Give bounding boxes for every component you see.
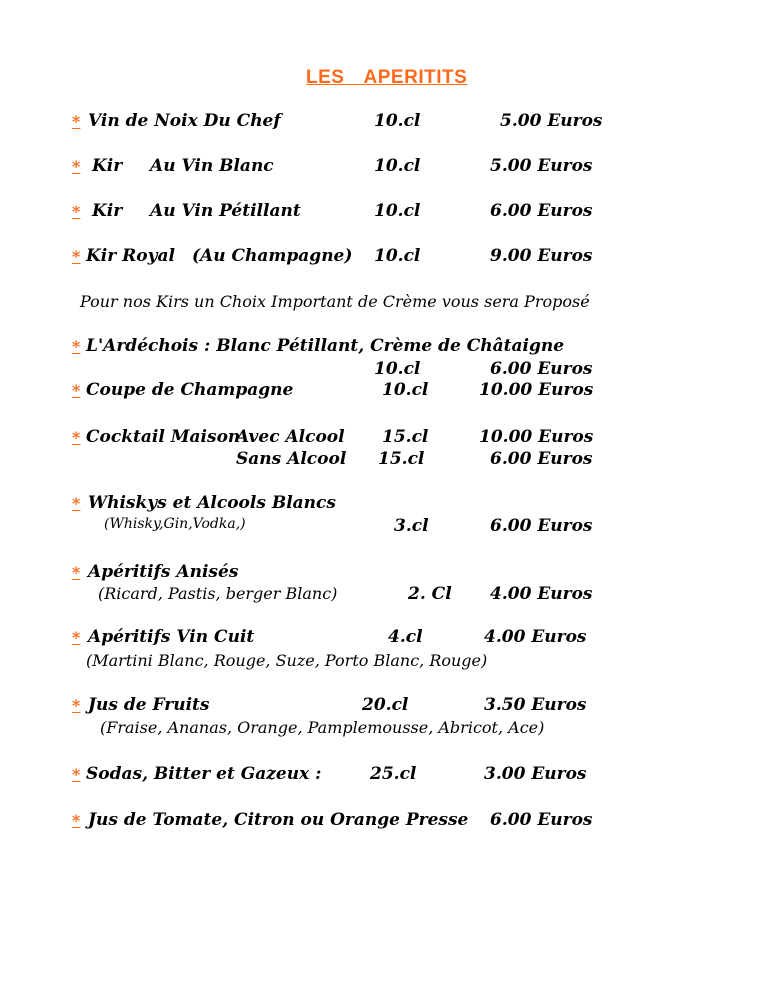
item-volume: 3.cl: [394, 516, 429, 536]
item-name: Apéritifs Vin Cuit: [88, 627, 255, 647]
item-name: Kir: [92, 201, 123, 221]
bullet: *: [72, 337, 81, 356]
item-name: Apéritifs Anisés: [88, 562, 239, 582]
bullet: *: [72, 494, 81, 513]
item-price: 3.00 Euros: [484, 764, 587, 784]
item-detail: (Martini Blanc, Rouge, Suze, Porto Blanc, Rouge): [86, 651, 488, 670]
item-price: 6.00 Euros: [490, 516, 593, 536]
bullet: *: [72, 381, 81, 400]
item-volume: 10.cl: [374, 201, 421, 221]
item-price: 5.00 Euros: [490, 156, 593, 176]
item-detail: (Au Champagne): [192, 246, 353, 266]
item-detail: Au Vin Pétillant: [150, 201, 301, 221]
item-name: Sodas, Bitter et Gazeux :: [86, 764, 322, 784]
item-price: 6.00 Euros: [490, 359, 593, 379]
item-volume: 10.cl: [374, 156, 421, 176]
item-name: Jus de Fruits: [88, 695, 210, 715]
item-name: Kir Royal: [86, 246, 175, 266]
bullet: *: [72, 765, 81, 784]
item-price: 9.00 Euros: [490, 246, 593, 266]
variant-price: 10.00 Euros: [479, 427, 594, 447]
item-name: L'Ardéchois : Blanc Pétillant, Crème de Châtaigne: [86, 336, 565, 356]
bullet: *: [72, 628, 81, 647]
variant-volume: 15.cl: [378, 449, 425, 469]
item-price: 6.00 Euros: [490, 201, 593, 221]
item-price: 10.00 Euros: [479, 380, 594, 400]
item-price: 4.00 Euros: [490, 584, 593, 604]
item-volume: 10.cl: [374, 111, 421, 131]
page-title: LES APERITITS: [306, 67, 468, 88]
item-name: Whiskys et Alcools Blancs: [88, 493, 336, 513]
variant-price: 6.00 Euros: [490, 449, 593, 469]
item-name: Kir: [92, 156, 123, 176]
item-detail: (Ricard, Pastis, berger Blanc): [98, 584, 338, 603]
item-volume: 10.cl: [374, 246, 421, 266]
item-name: Vin de Noix Du Chef: [88, 111, 281, 131]
item-volume: 10.cl: [374, 359, 421, 379]
bullet: *: [72, 563, 81, 582]
item-price: 3.50 Euros: [484, 695, 587, 715]
item-name: Coupe de Champagne: [86, 380, 294, 400]
variant-label: Avec Alcool: [236, 427, 345, 447]
item-volume: 2. Cl: [408, 584, 452, 604]
item-price: 4.00 Euros: [484, 627, 587, 647]
bullet: *: [72, 696, 81, 715]
bullet: *: [72, 428, 81, 447]
item-name: Jus de Tomate, Citron ou Orange Presse: [88, 810, 469, 830]
item-detail: (Whisky,Gin,Vodka,): [104, 516, 246, 532]
item-detail: Au Vin Blanc: [150, 156, 274, 176]
item-volume: 20.cl: [362, 695, 409, 715]
kir-note: Pour nos Kirs un Choix Important de Crème vous sera Proposé: [80, 292, 590, 311]
item-name: Cocktail Maison: [86, 427, 241, 447]
bullet: *: [72, 157, 81, 176]
item-volume: 10.cl: [382, 380, 429, 400]
bullet: *: [72, 811, 81, 830]
item-volume: 25.cl: [370, 764, 417, 784]
bullet: *: [72, 202, 81, 221]
item-price: 5.00 Euros: [500, 111, 603, 131]
item-volume: 4.cl: [388, 627, 423, 647]
bullet: *: [72, 247, 81, 266]
variant-volume: 15.cl: [382, 427, 429, 447]
item-detail: (Fraise, Ananas, Orange, Pamplemousse, Abricot, Ace): [100, 718, 545, 737]
bullet: *: [72, 112, 81, 131]
variant-label: Sans Alcool: [236, 449, 347, 469]
item-price: 6.00 Euros: [490, 810, 593, 830]
